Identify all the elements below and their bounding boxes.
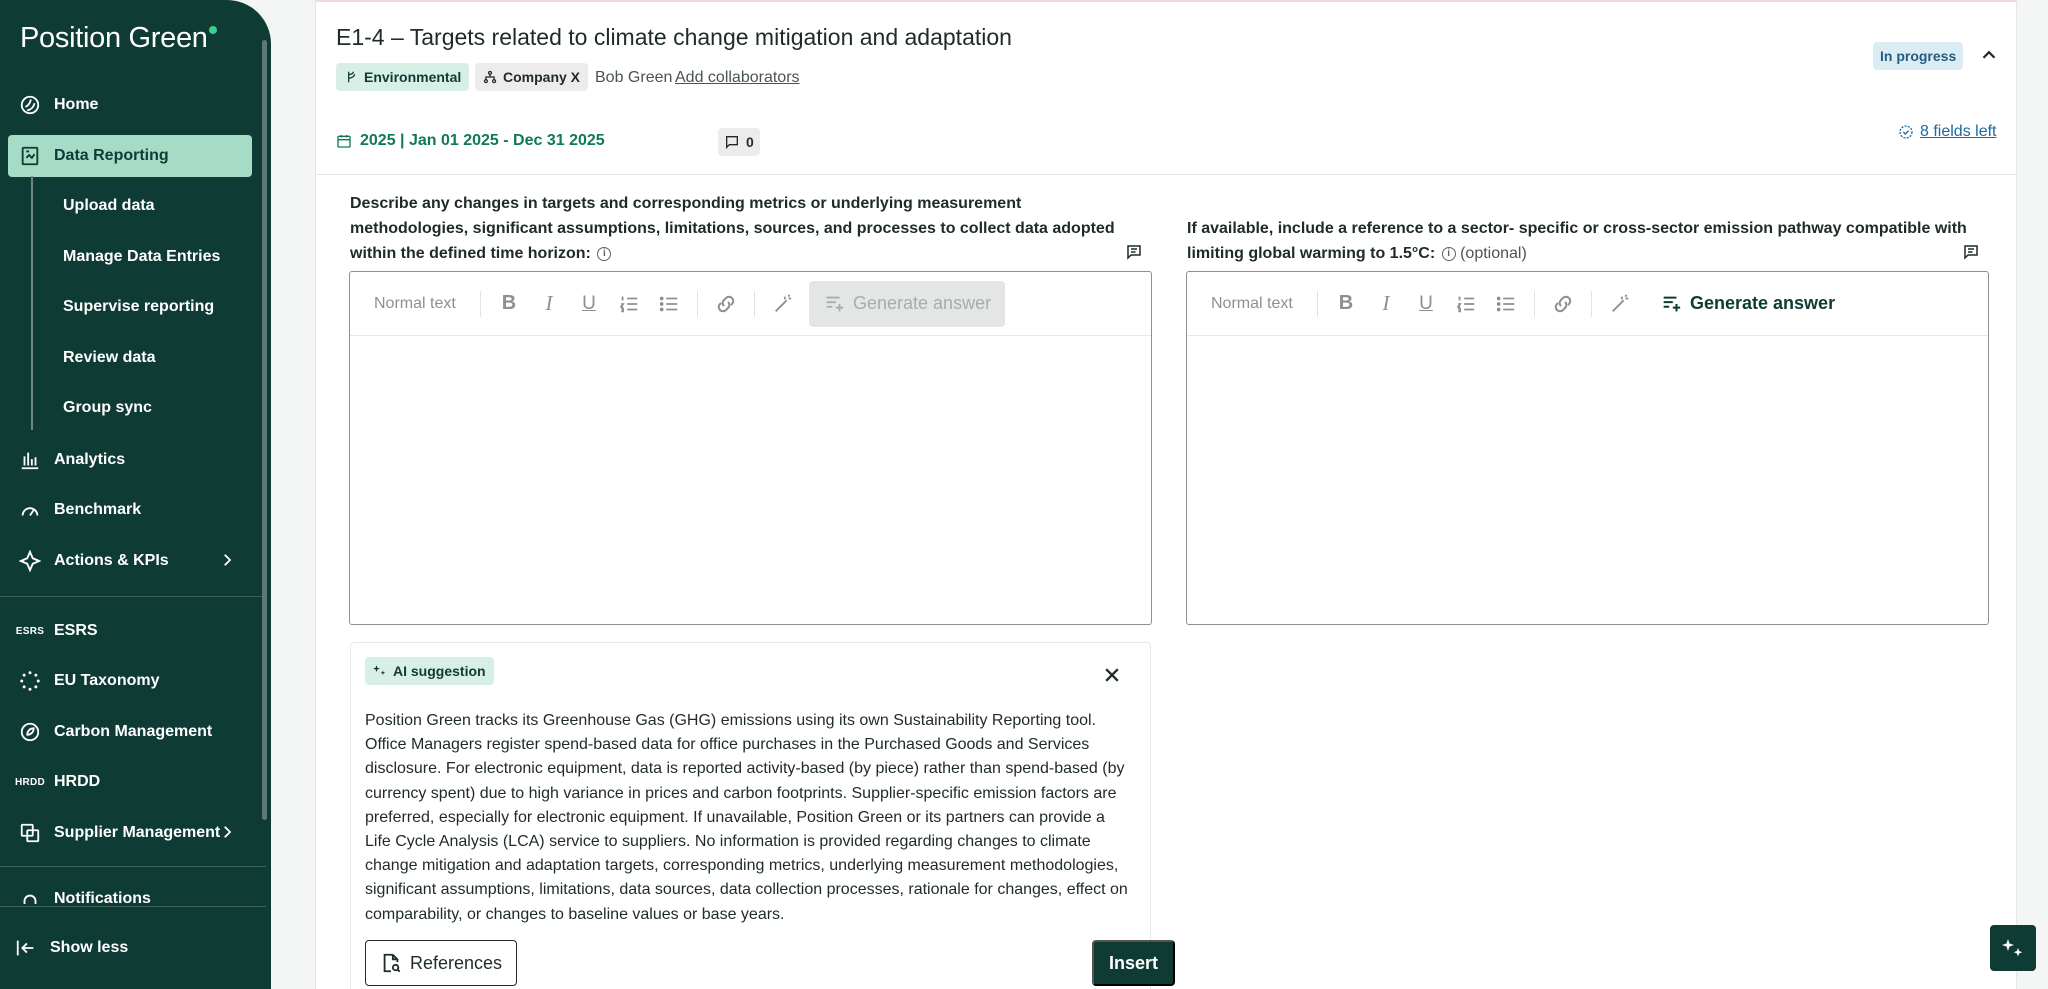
- generate-answer-button[interactable]: [1646, 281, 1849, 327]
- underline-icon[interactable]: U: [582, 292, 596, 314]
- sidebar-item-carbon-management[interactable]: [8, 711, 252, 753]
- reporting-period: [336, 132, 605, 150]
- info-icon[interactable]: i: [597, 247, 611, 261]
- bell-icon: [18, 890, 42, 904]
- chevron-right-icon: [218, 823, 236, 846]
- org-tree-icon: [483, 70, 497, 84]
- sidebar-subitem-review-data[interactable]: Review data: [63, 349, 156, 366]
- generate-icon: [1660, 293, 1682, 315]
- sidebar-subitem-manage-data-entries[interactable]: Manage Data Entries: [63, 248, 221, 265]
- question-1-text: Describe any changes in targets and corresponding metrics or underlying measurement methodologies, significant assumptions, limitations, sources, and processes to collect data adopted within the defined time horizon:: [350, 195, 1115, 262]
- document-search-icon: [380, 952, 402, 974]
- sidebar-item-eu-taxonomy[interactable]: [8, 660, 252, 702]
- question-1-editor[interactable]: [349, 271, 1152, 625]
- ai-suggestion-chip-label: AI suggestion: [393, 663, 486, 679]
- generate-answer-label: Generate answer: [1690, 293, 1836, 313]
- sparkle-icon: [2001, 936, 2025, 960]
- fields-left-link[interactable]: [1898, 123, 1996, 141]
- link-icon[interactable]: [706, 284, 746, 324]
- collapse-sidebar-icon: [14, 936, 38, 960]
- sidebar-item-label: Analytics: [54, 451, 126, 468]
- sidebar-subitem-supervise-reporting[interactable]: Supervise reporting: [63, 298, 215, 315]
- sidebar-item-esrs[interactable]: [8, 610, 252, 652]
- comment-count: 0: [746, 134, 754, 150]
- sidebar-item-label: ESRS: [54, 622, 98, 639]
- close-icon[interactable]: [1102, 665, 1122, 690]
- bullet-list-icon[interactable]: [649, 284, 689, 324]
- company-chip: [475, 63, 588, 91]
- generate-answer-button[interactable]: [809, 281, 1005, 327]
- comment-icon[interactable]: [1962, 243, 1980, 266]
- ai-suggestion-chip: [365, 657, 494, 685]
- sidebar-item-home[interactable]: [8, 84, 252, 126]
- carbon-icon: [18, 720, 42, 744]
- toolbar-divider: [697, 291, 698, 317]
- editor-toolbar: [350, 272, 1151, 336]
- page-title: E1-4 – Targets related to climate change mitigation and adaptation: [336, 24, 1012, 50]
- sidebar-subitem-group-sync[interactable]: Group sync: [63, 399, 152, 416]
- app-logo[interactable]: Position Green: [20, 22, 217, 55]
- sidebar-item-label: Carbon Management: [54, 723, 213, 740]
- sidebar-subitem-upload-data[interactable]: Upload data: [63, 197, 155, 214]
- chevron-up-icon[interactable]: [1978, 44, 2000, 71]
- link-icon[interactable]: [1543, 284, 1583, 324]
- references-button[interactable]: [365, 940, 517, 986]
- toolbar-divider: [1317, 291, 1318, 317]
- calendar-icon: [336, 133, 352, 149]
- header-divider: [316, 174, 2016, 175]
- underline-icon[interactable]: U: [1419, 292, 1433, 314]
- toolbar-divider: [1534, 291, 1535, 317]
- text-style-select[interactable]: Normal text: [1211, 294, 1293, 312]
- sidebar-item-label: Actions & KPIs: [54, 552, 169, 569]
- disclosure-card: [315, 0, 2017, 989]
- sparkle-icon: [373, 664, 387, 678]
- eu-taxonomy-icon: [18, 669, 42, 693]
- sidebar-item-benchmark[interactable]: [8, 489, 252, 531]
- analytics-icon: [18, 448, 42, 472]
- sidebar-item-notifications[interactable]: [8, 882, 252, 904]
- italic-icon[interactable]: I: [545, 291, 553, 315]
- editor-toolbar: [1187, 272, 1988, 336]
- sidebar-scrollbar[interactable]: [262, 40, 267, 820]
- ai-assistant-button[interactable]: [1990, 925, 2036, 971]
- sidebar-item-label: Benchmark: [54, 501, 142, 518]
- generate-answer-label: Generate answer: [853, 293, 992, 313]
- sidebar-item-label: Home: [54, 96, 99, 113]
- add-collaborators-link[interactable]: Add collaborators: [675, 69, 800, 86]
- leaf-icon: [344, 70, 358, 84]
- comments-button[interactable]: [718, 128, 760, 156]
- supplier-icon: [18, 821, 42, 845]
- magic-wand-icon[interactable]: [1600, 284, 1640, 324]
- references-label: References: [410, 952, 503, 973]
- italic-icon[interactable]: I: [1382, 291, 1390, 315]
- sidebar-item-label: Notifications: [54, 890, 151, 904]
- fields-left-label: 8 fields left: [1920, 123, 1997, 140]
- reporting-period-label: 2025 | Jan 01 2025 - Dec 31 2025: [360, 132, 605, 149]
- info-icon[interactable]: i: [1442, 247, 1456, 261]
- sidebar-item-hrdd[interactable]: [8, 761, 252, 803]
- sidebar-item-label: Data Reporting: [54, 147, 169, 164]
- data-reporting-icon: [18, 144, 42, 168]
- sidebar-item-label: EU Taxonomy: [54, 672, 160, 689]
- optional-label: (optional): [1460, 245, 1527, 262]
- progress-circle-icon: [1898, 124, 1914, 140]
- magic-wand-icon[interactable]: [763, 284, 803, 324]
- bold-icon[interactable]: B: [1338, 292, 1354, 314]
- sidebar-item-supplier-management[interactable]: [8, 812, 252, 854]
- environmental-chip: [336, 63, 469, 91]
- owner-name: Bob Green: [595, 69, 673, 86]
- sidebar-divider: [0, 906, 266, 907]
- toolbar-divider: [480, 291, 481, 317]
- insert-button[interactable]: Insert: [1092, 940, 1175, 986]
- sidebar-item-label: Supplier Management: [54, 824, 221, 841]
- sidebar: [0, 0, 271, 989]
- show-less-button[interactable]: [4, 927, 248, 969]
- sidebar-item-analytics[interactable]: [8, 439, 252, 481]
- toolbar-divider: [1591, 291, 1592, 317]
- question-1-label: [350, 191, 1140, 266]
- sidebar-divider: [0, 596, 266, 597]
- bold-icon[interactable]: B: [501, 292, 517, 314]
- company-chip-label: Company X: [503, 69, 581, 85]
- ai-suggestion-panel: [350, 642, 1159, 989]
- sidebar-item-data-reporting[interactable]: [8, 135, 252, 177]
- submenu-line: [31, 176, 33, 430]
- home-icon: [18, 93, 42, 117]
- comment-icon[interactable]: [1125, 243, 1143, 266]
- text-style-select[interactable]: Normal text: [374, 294, 456, 312]
- question-2-text: If available, include a reference to a sector- specific or cross-sector emission pathway compatible with limiting global warming to 1.5°C:: [1187, 220, 1967, 262]
- question-2-editor[interactable]: [1186, 271, 1989, 625]
- sidebar-item-actions-kpis[interactable]: [8, 540, 252, 582]
- ordered-list-icon[interactable]: [609, 284, 649, 324]
- status-badge: In progress: [1873, 42, 1963, 70]
- environmental-chip-label: Environmental: [364, 69, 462, 85]
- ordered-list-icon[interactable]: [1446, 284, 1486, 324]
- bullet-list-icon[interactable]: [1486, 284, 1526, 324]
- comment-icon: [724, 134, 740, 150]
- hrdd-icon: HRDD: [14, 776, 46, 788]
- sidebar-divider: [0, 866, 266, 867]
- esrs-icon: ESRS: [15, 625, 45, 637]
- ai-suggestion-text: Position Green tracks its Greenhouse Gas (GHG) emissions using its own Sustainability Reporting tool. Office Managers register spend-based data for office purchases in the Purchased Goods and Services disclosure. For electronic equipment, data is reported activity-based (by piece) rather than spend-based (by currency spent) due to high variance in prices and carbon footprints. Supplier-specific emission factors are preferred, especially for electronic equipment. If unavailable, Position Green or its partners can provide a Life Cycle Analysis (LCA) service to suppliers. No information is provided regarding changes to climate change mitigation and adaptation targets, corresponding metrics, underlying measurement methodologies, significant assumptions, limitations, data sources, data collection processes, rationale for changes, effect on comparability, or changes to baseline values or base years.: [365, 712, 1128, 923]
- toolbar-divider: [754, 291, 755, 317]
- actions-icon: [18, 549, 42, 573]
- generate-icon: [823, 293, 845, 315]
- show-less-label: Show less: [50, 939, 129, 956]
- sidebar-item-label: HRDD: [54, 773, 101, 790]
- question-2-label: [1187, 216, 1987, 266]
- benchmark-icon: [18, 498, 42, 522]
- chevron-right-icon: [218, 551, 236, 574]
